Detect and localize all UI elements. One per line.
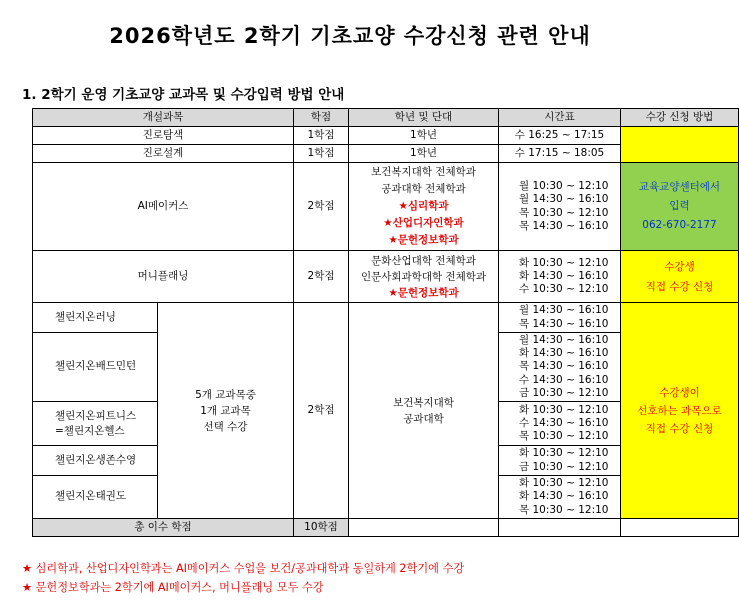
section-heading: 1. 2학기 운영 기초교양 교과목 및 수강입력 방법 안내 <box>22 87 345 103</box>
total-value: 10학점 <box>294 519 349 537</box>
target-line: 인문사회과학대학 전체학과 <box>360 270 487 283</box>
course-cell: 챌린지온러닝 <box>33 303 158 333</box>
time-cell: 월 14:30 ~ 16:10 목 14:30 ~ 16:10 <box>499 303 621 333</box>
footnote: ★ 심리학과, 산업디자인학과는 AI메이커스 수업을 보건/공과대학과 동일하게 2학기에 수강 <box>22 562 465 575</box>
course-cell: 진로탐색 <box>33 127 294 145</box>
table-row <box>33 163 739 251</box>
target-line-highlight: ★산업디자인학과 <box>383 217 464 229</box>
page-title: 2026학년도 2학기 기초교양 수강신청 관련 안내 <box>109 24 591 48</box>
time-cell: 화 10:30 ~ 12:10 화 14:30 ~ 16:10 수 10:30 ~ 12:10 <box>499 251 621 303</box>
target-line-highlight: ★심리학과 <box>398 200 449 212</box>
header-time: 시간표 <box>499 109 621 127</box>
target-line: 공과대학 전체학과 <box>381 183 466 195</box>
table-row <box>33 303 739 333</box>
footnote: ★ 문헌정보학과는 2학기에 AI메이커스, 머니플래닝 모두 수강 <box>22 581 324 594</box>
table-row <box>33 127 739 145</box>
group-note-cell: 5개 교과목중 1개 교과목 선택 수강 <box>158 303 294 519</box>
course-table <box>32 108 739 537</box>
method-cell <box>621 127 739 163</box>
header-credit: 학점 <box>294 109 349 127</box>
method-cell: 교육교양센터에서 입력 062-670-2177 <box>621 163 739 251</box>
course-cell: 챌린지온태권도 <box>33 476 158 519</box>
target-cell: 보건복지대학 공과대학 <box>349 303 499 519</box>
header-method: 수강 신청 방법 <box>621 109 739 127</box>
footnotes <box>22 559 464 597</box>
credit-cell: 2학점 <box>294 163 349 251</box>
method-cell: 수강생이 선호하는 과목으로 직접 수강 신청 <box>621 303 739 519</box>
header-course: 개설과목 <box>33 109 294 127</box>
target-line-highlight: ★문헌정보학과 <box>388 286 459 299</box>
target-cell: 1학년 <box>349 127 499 145</box>
time-cell: 월 10:30 ~ 12:10 월 14:30 ~ 16:10 목 10:30 ~ 12:10 목 14:30 ~ 16:10 <box>499 163 621 251</box>
course-cell: 챌린지온피트니스 =챌린지온헬스 <box>33 402 158 446</box>
header-target: 학년 및 단대 <box>349 109 499 127</box>
target-cell <box>349 163 499 251</box>
credit-cell: 1학점 <box>294 145 349 163</box>
course-cell: AI메이커스 <box>33 163 294 251</box>
table-row <box>33 251 739 303</box>
course-cell: 챌린지온배드민턴 <box>33 333 158 402</box>
time-cell: 화 10:30 ~ 12:10 수 14:30 ~ 16:10 목 10:30 ~ 12:10 <box>499 402 621 446</box>
course-cell: 챌린지온생존수영 <box>33 446 158 476</box>
time-cell: 수 16:25 ~ 17:15 <box>499 127 621 145</box>
target-line: 보건복지대학 전체학과 <box>371 166 476 178</box>
total-row <box>33 519 739 537</box>
credit-cell: 2학점 <box>294 251 349 303</box>
course-cell: 머니플래닝 <box>33 251 294 303</box>
target-cell: 1학년 <box>349 145 499 163</box>
time-cell: 화 10:30 ~ 12:10 금 10:30 ~ 12:10 <box>499 446 621 476</box>
credit-cell: 2학점 <box>294 303 349 519</box>
time-cell: 화 10:30 ~ 12:10 화 14:30 ~ 16:10 목 10:30 ~ 12:10 <box>499 476 621 519</box>
course-cell: 진로설계 <box>33 145 294 163</box>
target-cell <box>349 251 499 303</box>
total-label: 총 이수 학점 <box>33 519 294 537</box>
credit-cell: 1학점 <box>294 127 349 145</box>
table-header-row <box>33 109 739 127</box>
time-cell: 수 17:15 ~ 18:05 <box>499 145 621 163</box>
target-line: 문화산업대학 전체학과 <box>371 254 476 267</box>
target-line-highlight: ★문헌정보학과 <box>388 234 459 246</box>
method-cell: 수강생 직접 수강 신청 <box>621 251 739 303</box>
time-cell: 월 14:30 ~ 16:10 화 14:30 ~ 16:10 목 14:30 ~ 16:10 수 14:30 ~ 16:10 금 10:30 ~ 12:10 <box>499 333 621 402</box>
